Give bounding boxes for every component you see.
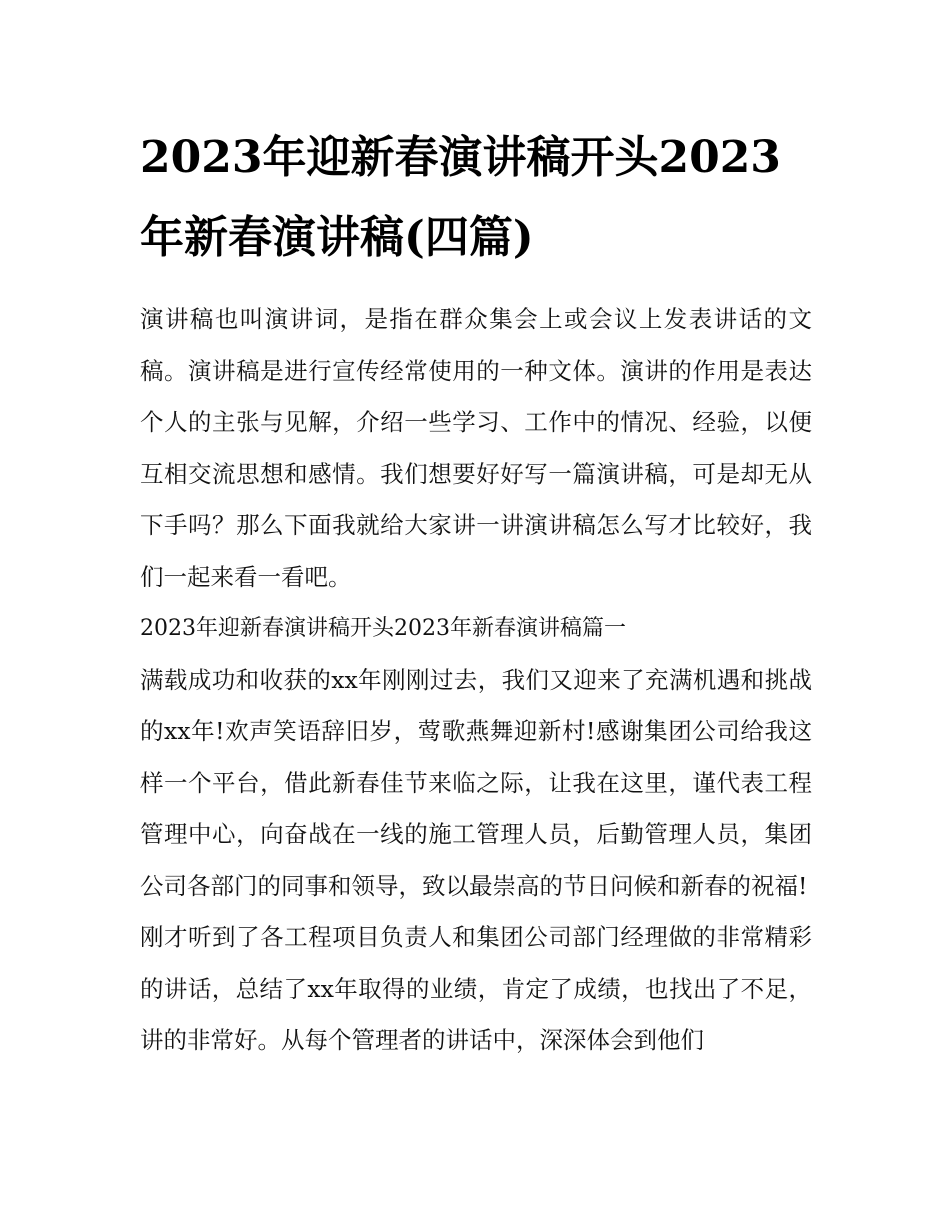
document-title: 2023年迎新春演讲稿开头2023年新春演讲稿(四篇) [140,132,781,263]
document-page [140,118,812,1067]
section-heading: 2023年迎新春演讲稿开头2023年新春演讲稿篇一 [140,616,626,641]
intro-paragraph: 演讲稿也叫演讲词，是指在群众集会上或会议上发表讲话的文稿。演讲稿是进行宣传经常使用的一种文体。演讲的作用是表达个人的主张与见解，介绍一些学习、工作中的情况、经验，以便互相交流思想和感情。我们想要好好写一篇演讲稿，可是却无从下手吗？那么下面我就给大家讲一讲演讲稿怎么写才比较好，我们一起来看一看吧。 [140,305,812,591]
body-paragraph-1: 满载成功和收获的xx年刚刚过去，我们又迎来了充满机遇和挑战的xx年!欢声笑语辞旧岁，莺歌燕舞迎新村!感谢集团公司给我这样一个平台，借此新春佳节来临之际，让我在这里，谨代表工程管理中心，向奋战在一线的施工管理人员，后勤管理人员，集团公司各部门的同事和领导，致以最崇高的节日问候和新春的祝福! [140,665,812,900]
body-paragraph-2: 刚才听到了各工程项目负责人和集团公司部门经理做的非常精彩的讲话，总结了xx年取得的业绩，肯定了成绩，也找出了不足，讲的非常好。从每个管理者的讲话中，深深体会到他们 [140,923,812,1054]
document-body [140,294,812,1067]
